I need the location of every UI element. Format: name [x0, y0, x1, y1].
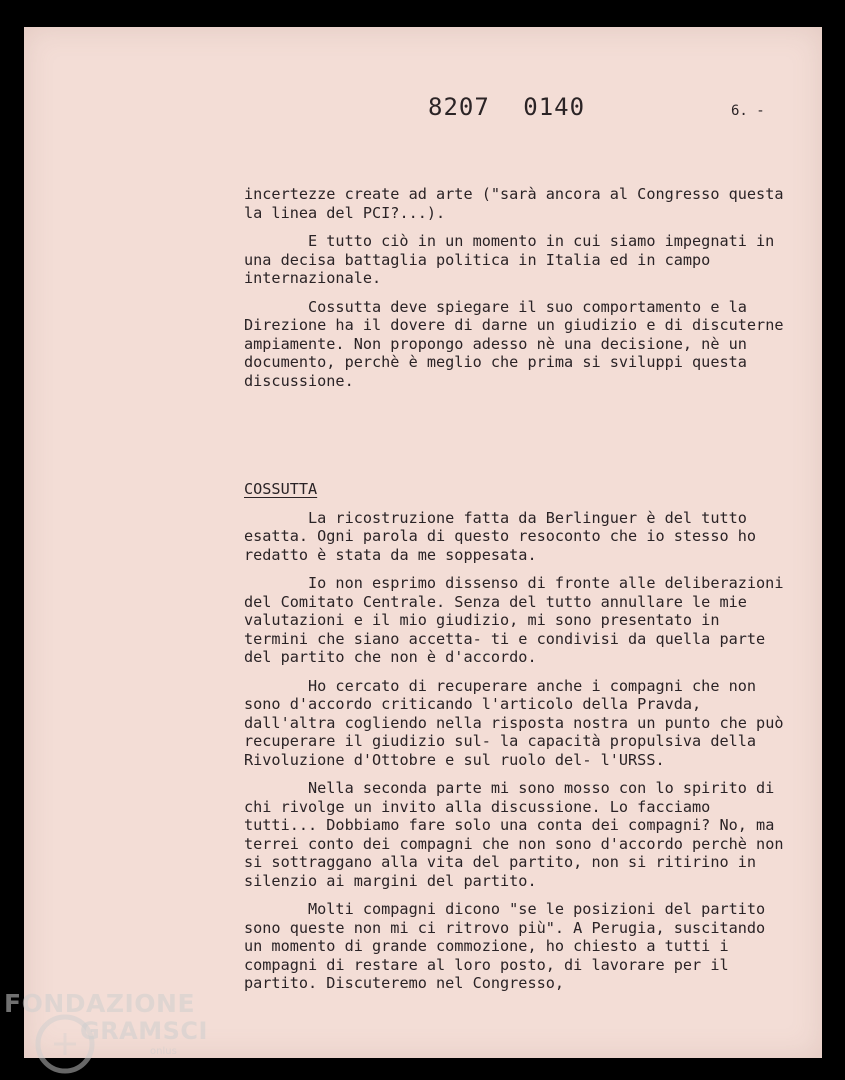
paragraph-6: Ho cercato di recuperare anche i compagni che non sono d'accordo criticando l'articolo della Pravda, dall'altra cogliendo nella risposta nostra un punto che può recuperare il giudizio sul- la capacità propulsiva della Rivoluzione d'Ottobre e sul ruolo del- l'URSS. [244, 676, 784, 769]
page-number: 6. - [731, 103, 765, 119]
speaker-heading: COSSUTTA [244, 480, 318, 498]
watermark-line-3: onlus [150, 1046, 177, 1057]
fondazione-gramsci-watermark [4, 985, 214, 1080]
paragraph-7: Nella seconda parte mi sono mosso con lo spirito di chi rivolge un invito alla discussione. Lo facciamo tutti... Dobbiamo fare solo una conta dei compagni? No, ma terrei conto dei compagni che non sono d'accordo perchè non si sottraggano alla vita del partito, non si ritirino in silenzio ai margini del partito. [244, 779, 784, 890]
paragraph-2: E tutto ciò in un momento in cui siamo impegnati in una decisa battaglia politica in Italia ed in campo internazionale. [244, 232, 775, 287]
paragraph-1: incertezze create ad arte ("sarà ancora al Congresso questa la linea del PCI?...). [244, 185, 784, 222]
paragraph-4: La ricostruzione fatta da Berlinguer è del tutto esatta. Ogni parola di questo resoconto che io stesso ho redatto è stata da me soppesata. [244, 508, 757, 564]
document-body [244, 185, 784, 1003]
document-page [24, 27, 822, 1058]
watermark-line-1: FONDAZIONE [4, 989, 196, 1018]
paragraph-8: Molti compagni dicono "se le posizioni del partito sono queste non mi ci ritrovo più". A Perugia, suscitando un momento di grande commozione, ho chiesto a tutti i compagni di restare al loro posto, di lavorare per il partito. Discuteremo nel Congresso, [244, 900, 766, 992]
paragraph-3: Cossutta deve spiegare il suo comportamento e la Direzione ha il dovere di darne un giudizio e di discuterne ampiamente. Non propongo adesso nè una decisione, nè un documento, perchè è meglio che prima si sviluppi questa discussione. [244, 297, 784, 390]
paragraph-5: Io non esprimo dissenso di fronte alle deliberazioni del Comitato Centrale. Senza del tutto annullare le mie valutazioni e il mio giudizio, mi sono presentato in termini che siano accetta- ti e condivisi da quella parte del partito che non è d'accordo. [244, 574, 784, 666]
archive-number: 8207 0140 [428, 93, 586, 121]
watermark-line-2: GRAMSCI [80, 1017, 208, 1045]
